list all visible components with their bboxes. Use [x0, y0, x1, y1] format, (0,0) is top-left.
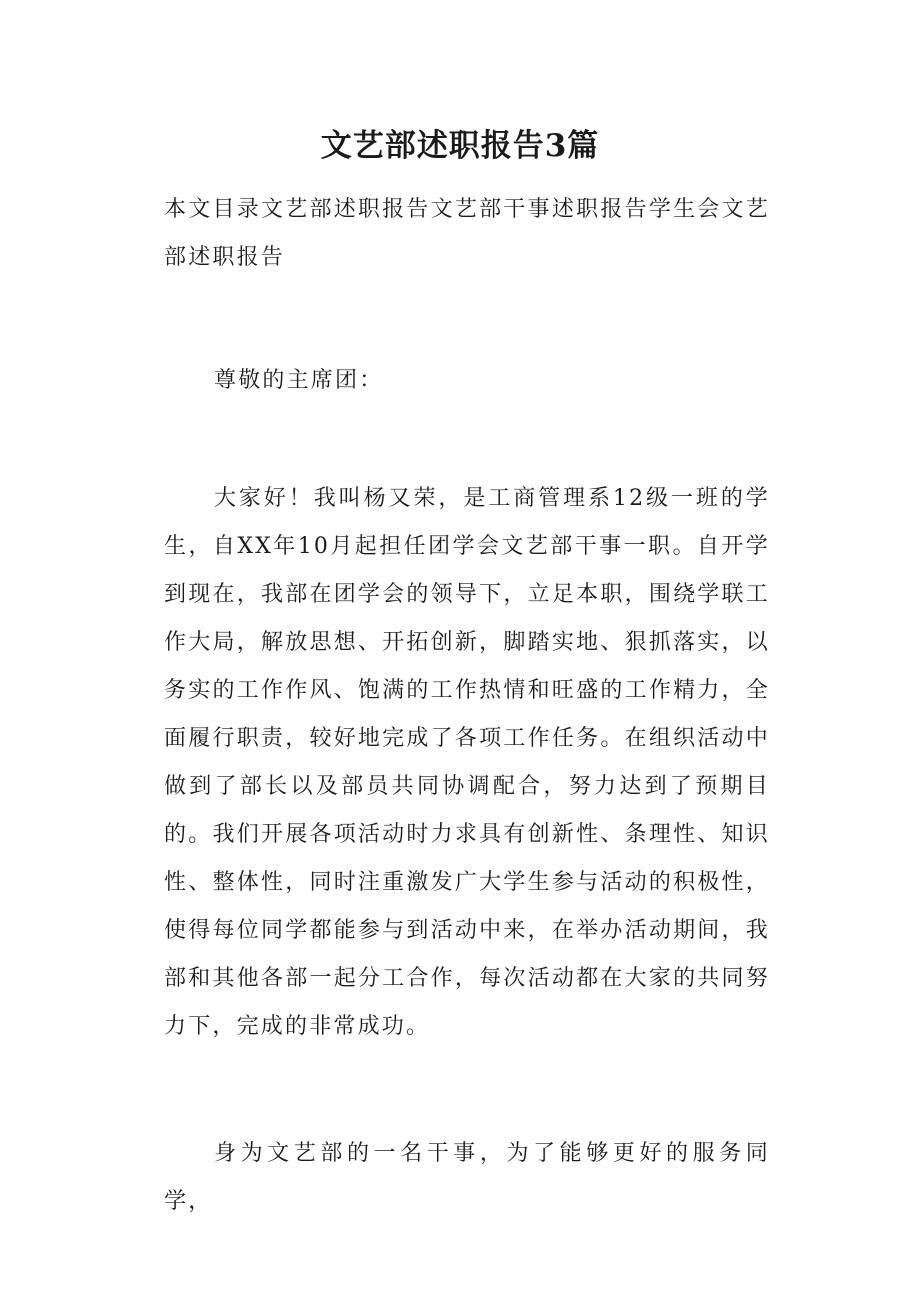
paragraph: 身为文艺部的一名干事，为了能够更好的服务同学，: [164, 1141, 770, 1214]
document-title: 文艺部述职报告3篇: [320, 128, 600, 164]
paragraph: 大家好！我叫杨又荣，是工商管理系12级一班的学生，自XX年10月起担任团学会文艺部干事一职。自开学到现在，我部在团学会的领导下，立足本职，围绕学联工作大局，解放思想、开拓创新，脚踏实地、狠抓落实，以务实的工作作风、饱满的工作热情和旺盛的工作精力，全面履行职责，较好地完成了各项工作任务。在组织活动中做到了部长以及部员共同协调配合，努力达到了预期目的。我们开展各项活动时力求具有创新性、条理性、知识性、整体性，同时注重激发广大学生参与活动的积极性，使得每位同学都能参与到活动中来，在举办活动期间，我部和其他各部一起分工合作，每次活动都在大家的共同努力下，完成的非常成功。: [164, 486, 770, 1039]
table-of-contents: 本文目录文艺部述职报告文艺部干事述职报告学生会文艺部述职报告: [164, 197, 770, 270]
greeting: 尊敬的主席团：: [214, 368, 384, 393]
